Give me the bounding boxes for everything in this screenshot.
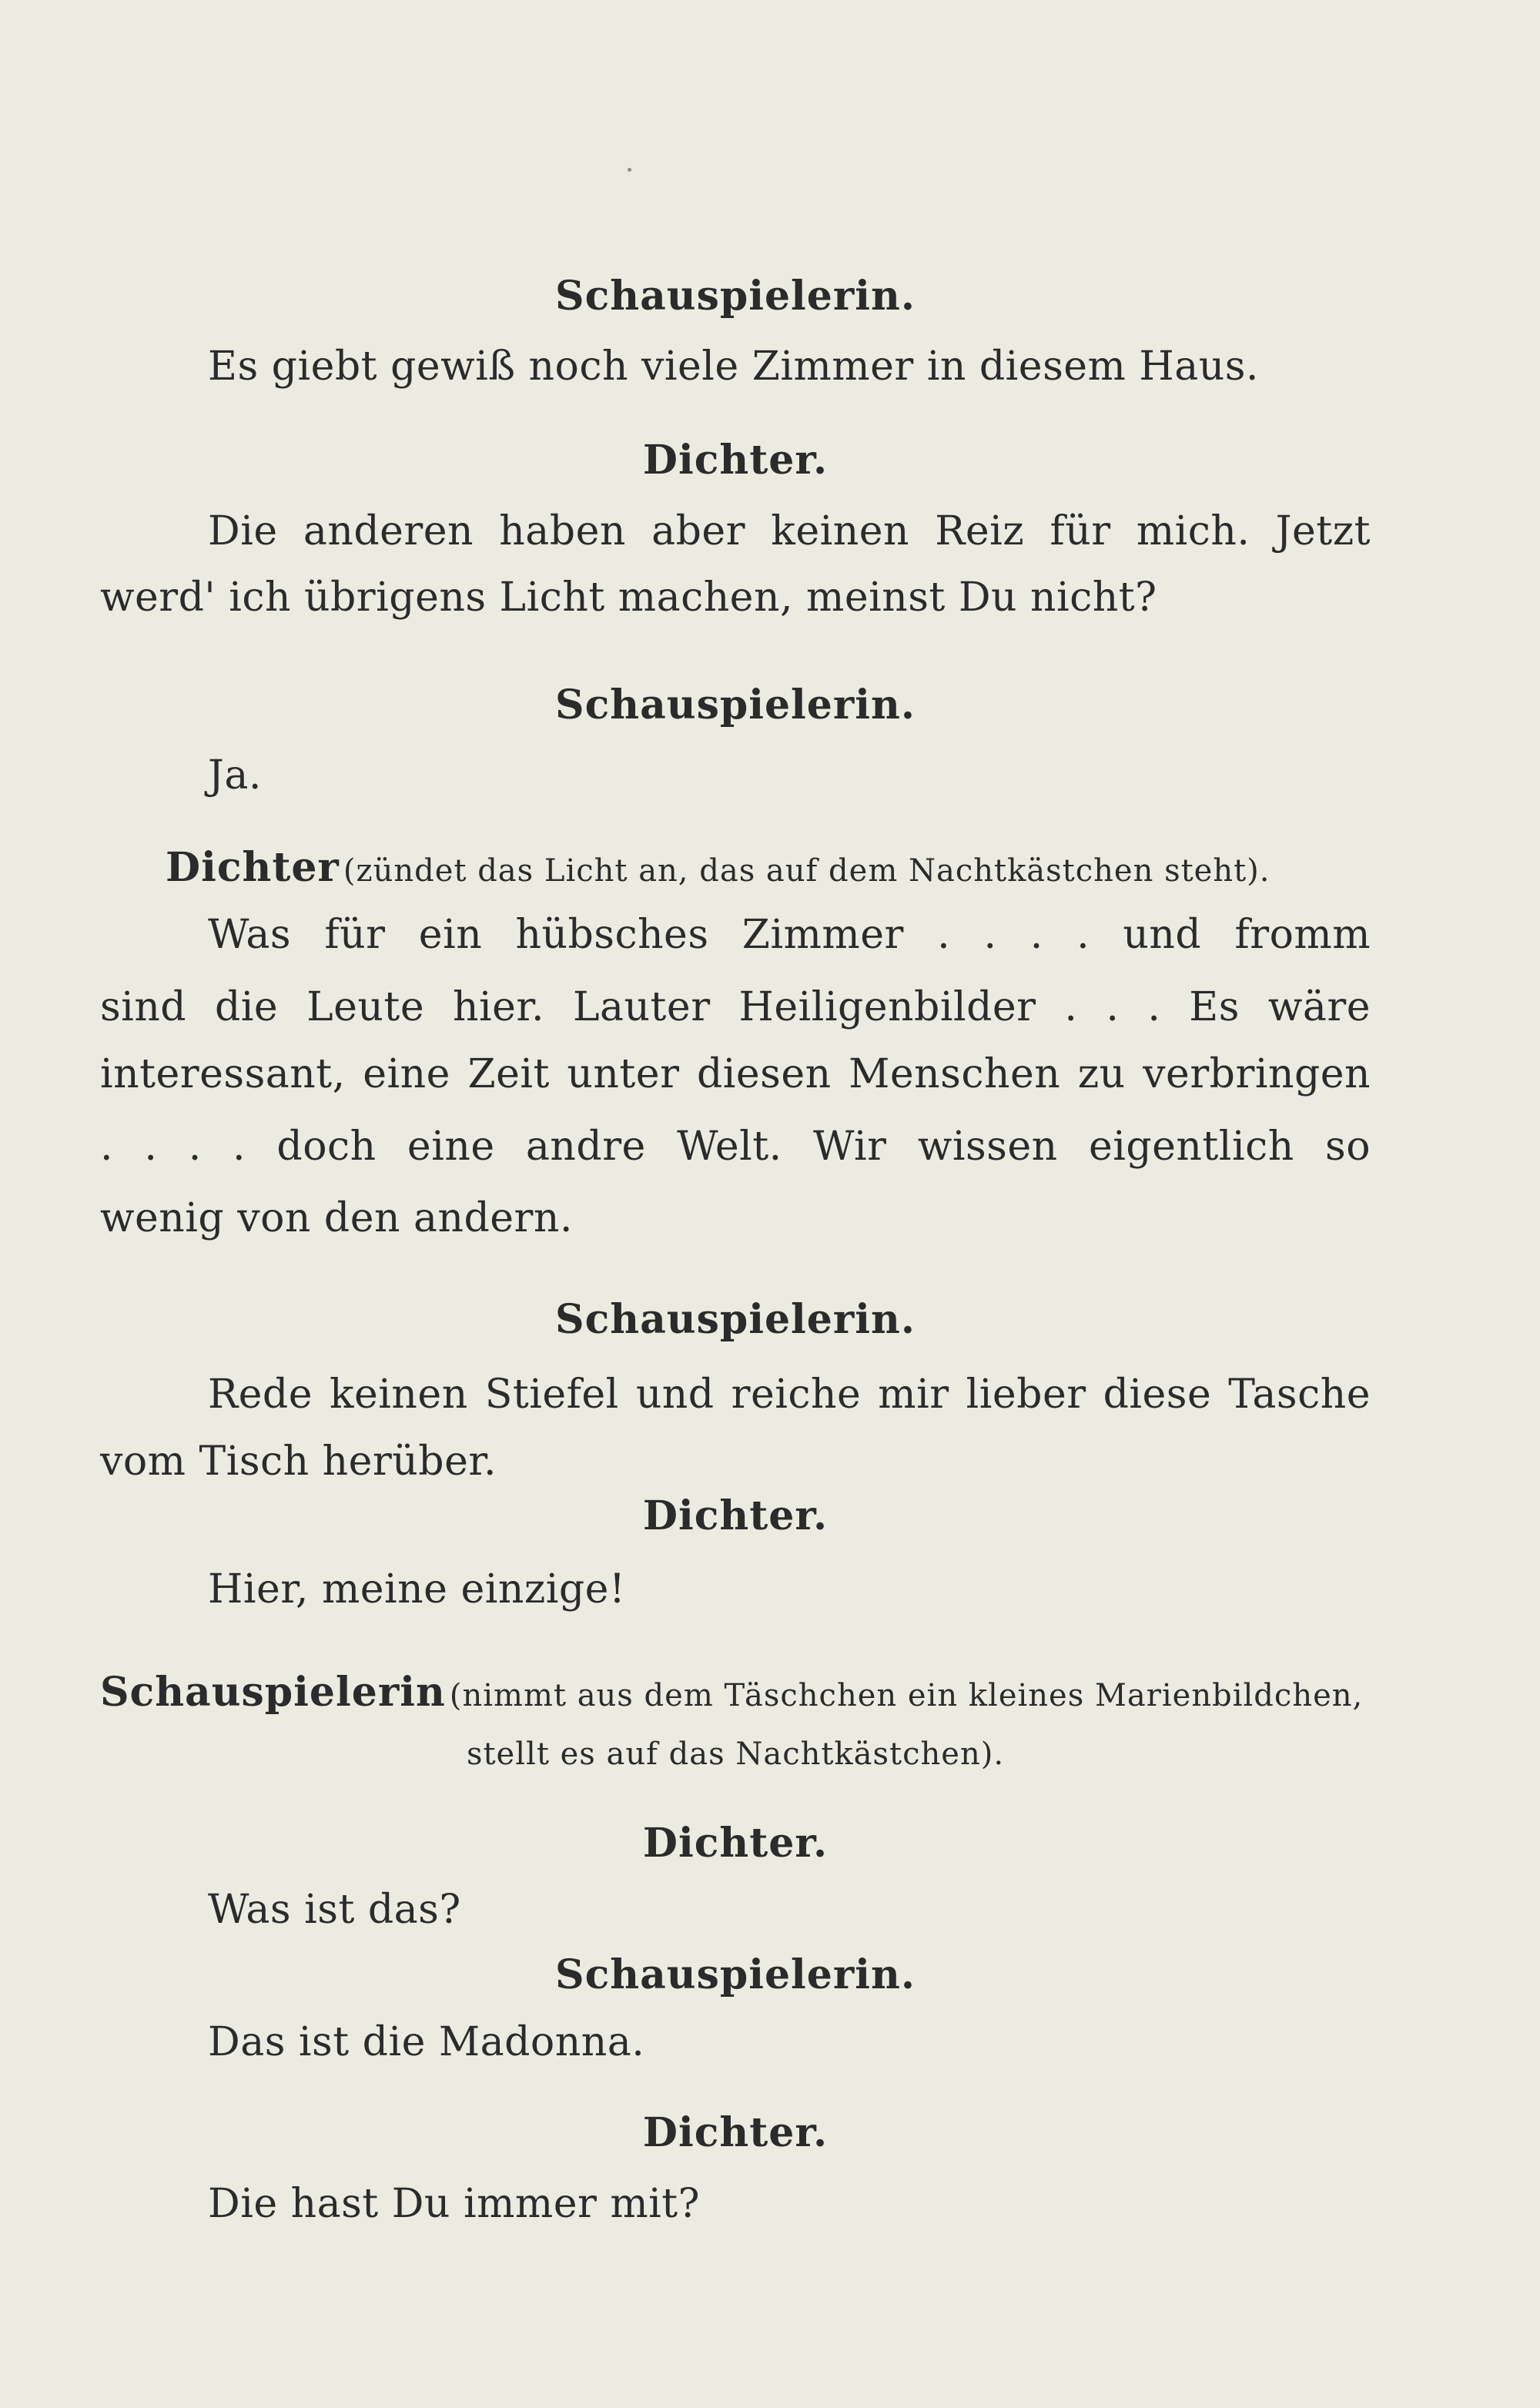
dialogue-line: Was ist das? [208,1887,461,1933]
stage-direction: (nimmt aus dem Täschchen ein kleines Marienbildchen, [449,1678,1364,1713]
dialogue-line: vom Tisch herüber. [100,1438,497,1485]
dialogue-line: Rede keinen Stiefel und reiche mir lieber diese Tasche [208,1371,1371,1418]
speaker-heading: Dichter. [642,1820,829,1867]
dialogue-line: Die hast Du immer mit? [208,2181,701,2227]
dialogue-line: werd' ich übrigens Licht machen, meinst Du nicht? [100,574,1157,621]
dialogue-line: Das ist die Madonna. [208,2019,645,2065]
dialogue-line: wenig von den andern. [100,1195,573,1241]
speaker-heading: Schauspielerin. [555,682,916,728]
speaker-with-stage-direction [166,845,1270,900]
speaker-heading: Dichter. [642,2109,829,2156]
dialogue-line: Die anderen haben aber keinen Reiz für mich. Jetzt [208,508,1371,554]
dialogue-line: Hier, meine einzige! [208,1566,626,1613]
paper-speck [628,168,631,172]
dialogue-line: Was für ein hübsches Zimmer . . . . und fromm [208,912,1371,958]
speaker-with-stage-direction [100,1670,1363,1725]
speaker-name: Dichter [166,844,340,891]
stage-direction-continued: stellt es auf das Nachtkästchen). [466,1737,1005,1772]
stage-direction: (zündet das Licht an, das auf dem Nachtkästchen steht). [343,853,1270,889]
speaker-heading: Schauspielerin. [555,1296,916,1343]
speaker-name: Schauspielerin [100,1669,446,1716]
dialogue-line: Es giebt gewiß noch viele Zimmer in diesem Haus. [208,343,1259,390]
speaker-heading: Dichter. [642,437,829,484]
dialogue-line: sind die Leute hier. Lauter Heiligenbilder . . . Es wäre [100,984,1371,1030]
speaker-heading: Schauspielerin. [555,1951,916,1998]
speaker-heading: Schauspielerin. [555,273,916,320]
dialogue-line: Ja. [208,752,262,799]
dialogue-line: . . . . doch eine andre Welt. Wir wissen eigentlich so [100,1124,1371,1170]
dialogue-line: interessant, eine Zeit unter diesen Menschen zu verbringen [100,1051,1371,1097]
speaker-heading: Dichter. [642,1492,829,1539]
